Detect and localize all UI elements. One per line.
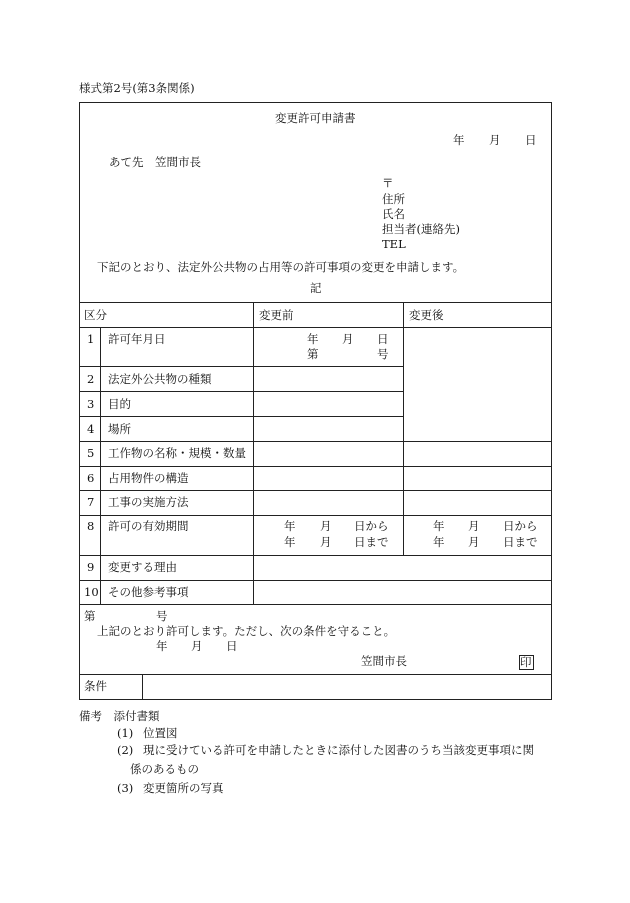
row-number: 6 — [87, 471, 95, 485]
rule-number-col — [100, 327, 101, 604]
row-number: 1 — [87, 332, 95, 346]
seal-label: 印 — [520, 655, 532, 669]
addressee: あて先 笠間市長 — [109, 155, 201, 169]
rule-right — [551, 102, 552, 700]
period-after-from-month: 月 — [468, 519, 480, 533]
row-label: 変更する理由 — [108, 560, 177, 574]
row-number: 2 — [87, 372, 95, 386]
period-after-until-year: 年 — [433, 535, 445, 549]
note-number: (2) — [117, 743, 134, 757]
approval-year: 年 — [156, 639, 168, 653]
rule-top — [79, 102, 552, 103]
applicant-address-label: 住所 — [382, 192, 405, 206]
period-after-from-day: 日から — [503, 519, 538, 533]
row-number: 8 — [87, 519, 95, 533]
rule-header-top — [79, 302, 552, 303]
permit-year: 年 — [307, 332, 319, 346]
note-text: 位置図 — [143, 726, 178, 740]
rule-row9 — [79, 580, 552, 581]
applicant-name-label: 氏名 — [382, 207, 405, 221]
period-before-from-day: 日から — [354, 519, 389, 533]
rule-conditions-col — [142, 674, 143, 699]
rule-row10 — [79, 604, 552, 605]
rule-bottom — [79, 699, 552, 700]
row-label: 工作物の名称・規模・数量 — [108, 446, 246, 460]
note-text: 変更箇所の写真 — [143, 781, 224, 795]
rule-row7 — [79, 515, 552, 516]
ki-heading: 記 — [310, 281, 322, 295]
row-label: 場所 — [108, 422, 131, 436]
row-number: 3 — [87, 397, 95, 411]
date-day: 日 — [525, 133, 537, 147]
row-number: 5 — [87, 446, 95, 460]
row-number: 4 — [87, 422, 95, 436]
rule-row1 — [79, 366, 403, 367]
approval-go: 号 — [156, 609, 168, 623]
header-category: 区分 — [84, 308, 107, 322]
period-before-until-day: 日まで — [354, 535, 389, 549]
rule-conditions-top — [79, 674, 552, 675]
period-before-from-year: 年 — [284, 519, 296, 533]
note-number: (3) — [117, 781, 134, 795]
row-label: 工事の実施方法 — [108, 495, 189, 509]
postal-mark: 〒 — [382, 176, 394, 190]
applicant-tel-label: TEL — [382, 237, 406, 251]
document-title: 変更許可申請書 — [275, 111, 356, 125]
period-after-until-day: 日まで — [503, 535, 538, 549]
period-before-until-year: 年 — [284, 535, 296, 549]
note-number: (1) — [117, 726, 134, 740]
row-number: 7 — [87, 495, 95, 509]
row-label: 占用物件の構造 — [108, 471, 189, 485]
period-after-until-month: 月 — [468, 535, 480, 549]
rule-left — [79, 102, 80, 700]
row-label: 許可の有効期間 — [108, 519, 189, 533]
date-year: 年 — [453, 133, 465, 147]
note-text-continuation: 係のあるもの — [130, 762, 199, 776]
conditions-label: 条件 — [84, 679, 107, 693]
approval-text: 上記のとおり許可します。ただし、次の条件を守ること。 — [97, 624, 396, 638]
period-after-from-year: 年 — [433, 519, 445, 533]
header-before: 変更前 — [259, 308, 294, 322]
approval-mayor: 笠間市長 — [361, 654, 407, 668]
rule-row8 — [79, 555, 552, 556]
permit-day: 日 — [377, 332, 389, 346]
note-text: 現に受けている許可を申請したときに添付した図書のうち当該変更事項に関 — [143, 743, 534, 757]
row-number: 10 — [84, 585, 99, 599]
rule-header-bottom — [79, 327, 552, 328]
rule-after-col — [403, 302, 404, 555]
application-statement: 下記のとおり、法定外公共物の占用等の許可事項の変更を申請します。 — [97, 260, 465, 274]
approval-day: 日 — [226, 639, 238, 653]
permit-month: 月 — [342, 332, 354, 346]
approval-dai: 第 — [84, 609, 96, 623]
row-label: その他参考事項 — [108, 585, 189, 599]
rule-row6 — [79, 490, 552, 491]
applicant-contact-label: 担当者(連絡先) — [382, 222, 460, 236]
row-label: 法定外公共物の種類 — [108, 372, 212, 386]
notes-label: 備考 添付書類 — [79, 709, 160, 723]
date-month: 月 — [489, 133, 501, 147]
rule-row4 — [79, 441, 552, 442]
period-before-from-month: 月 — [320, 519, 332, 533]
period-before-until-month: 月 — [320, 535, 332, 549]
rule-row3 — [79, 416, 403, 417]
form-number: 様式第2号(第3条関係) — [79, 81, 195, 95]
header-after: 変更後 — [409, 308, 444, 322]
row-label: 許可年月日 — [108, 332, 166, 346]
approval-month: 月 — [191, 639, 203, 653]
permit-dai: 第 — [307, 347, 319, 361]
row-label: 目的 — [108, 397, 131, 411]
permit-go: 号 — [377, 347, 389, 361]
rule-before-col — [253, 302, 254, 604]
row-number: 9 — [87, 560, 95, 574]
rule-row2 — [79, 391, 403, 392]
rule-row5 — [79, 466, 552, 467]
